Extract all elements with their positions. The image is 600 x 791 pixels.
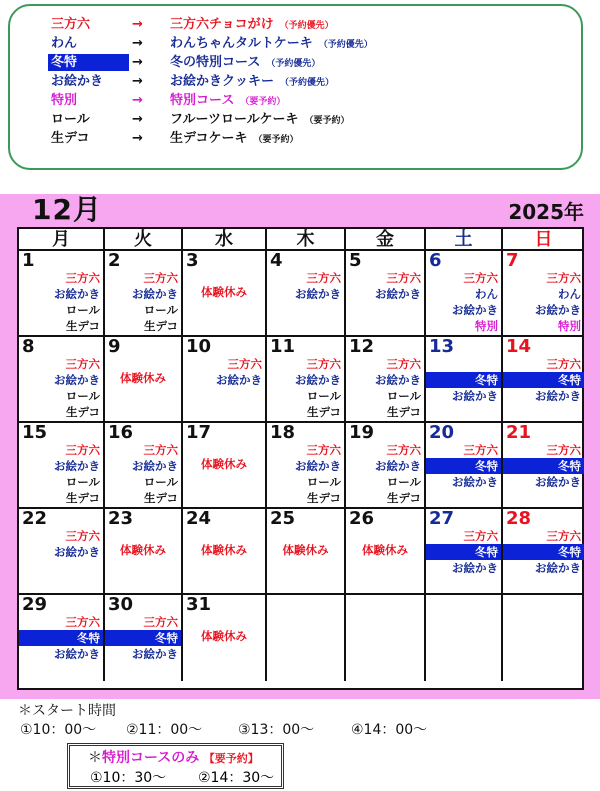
weekday-header: 土 <box>426 229 503 251</box>
event-label: ロール <box>143 475 178 489</box>
day-cell <box>426 509 503 595</box>
day-number: 5 <box>349 250 362 271</box>
event-label: 生デコ <box>306 491 341 505</box>
day-cell <box>267 337 346 423</box>
event-label: 三方六 <box>386 443 421 457</box>
day-cell <box>346 595 426 681</box>
day-number: 3 <box>186 250 199 271</box>
event-label: お絵かき <box>535 475 581 489</box>
event-label: 体験休み <box>201 629 247 643</box>
day-cell <box>105 423 183 509</box>
event-label: 三方六 <box>546 529 581 543</box>
event-label: ロール <box>306 475 341 489</box>
event-label: ロール <box>65 475 100 489</box>
special-course-times <box>67 743 284 789</box>
day-cell <box>105 337 183 423</box>
day-number: 22 <box>22 508 48 529</box>
event-label: お絵かき <box>295 459 341 473</box>
day-number: 10 <box>186 336 212 357</box>
legend-desc-text: フルーツロールケーキ <box>170 112 299 127</box>
day-number: 1 <box>22 250 35 271</box>
event-label: お絵かき <box>54 373 100 387</box>
event-label: 体験休み <box>120 371 166 385</box>
day-cell <box>426 595 503 681</box>
event-label: 冬特 <box>426 372 501 388</box>
day-number: 11 <box>270 336 296 357</box>
event-label: お絵かき <box>375 373 421 387</box>
day-cell <box>267 509 346 595</box>
day-cell <box>19 423 105 509</box>
arrow-icon: → <box>132 131 143 146</box>
event-label: 三方六 <box>463 529 498 543</box>
special-title: 特別コースのみ <box>102 750 200 766</box>
event-label: お絵かき <box>295 287 341 301</box>
day-cell <box>503 595 584 681</box>
event-label: 生デコ <box>143 491 178 505</box>
event-label: お絵かき <box>54 545 100 559</box>
day-number: 19 <box>349 422 375 443</box>
day-cell <box>503 337 584 423</box>
event-label: ロール <box>386 389 421 403</box>
start-time-2: ②11：00～ <box>126 722 203 738</box>
special-time-1: ①10：30～ <box>90 770 167 786</box>
event-label: 生デコ <box>65 405 100 419</box>
event-label: 三方六 <box>143 615 178 629</box>
weekday-header: 日 <box>503 229 584 251</box>
event-label: 三方六 <box>227 357 262 371</box>
event-label: 体験休み <box>120 543 166 557</box>
event-label: お絵かき <box>375 459 421 473</box>
legend-desc-text: わんちゃんタルトケーキ <box>170 36 313 51</box>
calendar-grid <box>17 227 584 690</box>
legend-desc-text: 特別コース <box>170 93 235 108</box>
event-label: 冬特 <box>503 372 584 388</box>
day-number: 2 <box>108 250 121 271</box>
day-number: 14 <box>506 336 532 357</box>
event-label: 三方六 <box>546 443 581 457</box>
day-number: 27 <box>429 508 455 529</box>
day-cell <box>426 337 503 423</box>
day-cell <box>503 251 584 337</box>
day-number: 26 <box>349 508 375 529</box>
legend-code: お絵かき <box>51 74 104 89</box>
event-label: お絵かき <box>535 303 581 317</box>
legend-note: （要予約） <box>240 97 286 107</box>
event-label: お絵かき <box>535 389 581 403</box>
legend-description <box>170 130 299 149</box>
day-number: 12 <box>349 336 375 357</box>
day-cell <box>19 251 105 337</box>
event-label: 特別 <box>475 319 498 333</box>
day-cell <box>503 509 584 595</box>
day-cell <box>346 509 426 595</box>
start-time-3: ③13：00～ <box>238 722 315 738</box>
event-label: ロール <box>306 389 341 403</box>
event-label: 体験休み <box>201 543 247 557</box>
special-note: 【要予約】 <box>203 752 259 765</box>
event-label: 冬特 <box>105 630 181 646</box>
day-number: 29 <box>22 594 48 615</box>
event-label: お絵かき <box>216 373 262 387</box>
day-cell <box>503 423 584 509</box>
day-cell <box>267 595 346 681</box>
event-label: 三方六 <box>386 271 421 285</box>
event-label: 冬特 <box>426 544 501 560</box>
legend-note: （予約優先） <box>279 21 334 31</box>
event-label: 生デコ <box>386 491 421 505</box>
special-time-2: ②14：30～ <box>198 770 275 786</box>
event-label: 三方六 <box>143 443 178 457</box>
event-label: ロール <box>65 303 100 317</box>
day-number: 20 <box>429 422 455 443</box>
event-label: 生デコ <box>386 405 421 419</box>
legend-code: わん <box>51 36 78 51</box>
day-number: 9 <box>108 336 121 357</box>
event-label: ロール <box>143 303 178 317</box>
event-label: ロール <box>386 475 421 489</box>
event-label: 冬特 <box>503 544 584 560</box>
day-cell <box>346 251 426 337</box>
event-label: わん <box>475 287 498 301</box>
event-label: お絵かき <box>54 647 100 661</box>
day-number: 4 <box>270 250 283 271</box>
day-number: 24 <box>186 508 212 529</box>
day-number: 15 <box>22 422 48 443</box>
month-title: 12月 <box>32 193 102 226</box>
event-label: わん <box>558 287 581 301</box>
event-label: 冬特 <box>503 458 584 474</box>
event-label: 三方六 <box>306 443 341 457</box>
day-number: 7 <box>506 250 519 271</box>
event-label: 三方六 <box>143 271 178 285</box>
event-label: お絵かき <box>132 647 178 661</box>
day-cell <box>346 337 426 423</box>
day-cell <box>183 251 267 337</box>
day-cell <box>183 423 267 509</box>
event-label: 三方六 <box>463 271 498 285</box>
legend-description <box>170 54 320 73</box>
event-label: お絵かき <box>132 287 178 301</box>
special-asterisk: ＊ <box>88 750 102 766</box>
day-number: 8 <box>22 336 35 357</box>
event-label: お絵かき <box>452 475 498 489</box>
day-cell <box>19 509 105 595</box>
event-label: お絵かき <box>452 561 498 575</box>
day-number: 13 <box>429 336 455 357</box>
day-number: 6 <box>429 250 442 271</box>
day-cell <box>426 423 503 509</box>
event-label: お絵かき <box>132 459 178 473</box>
legend-desc-text: 生デコケーキ <box>170 131 248 146</box>
day-number: 28 <box>506 508 532 529</box>
day-number: 25 <box>270 508 296 529</box>
day-cell <box>105 509 183 595</box>
legend-desc-text: 三方六チョコがけ <box>170 17 274 32</box>
event-label: お絵かき <box>54 459 100 473</box>
event-label: 生デコ <box>306 405 341 419</box>
day-cell <box>346 423 426 509</box>
event-label: 三方六 <box>463 443 498 457</box>
day-cell <box>19 595 105 681</box>
day-number: 17 <box>186 422 212 443</box>
event-label: お絵かき <box>452 389 498 403</box>
event-label: 三方六 <box>65 529 100 543</box>
legend-code: 三方六 <box>51 17 91 32</box>
legend-code: 冬特 <box>48 54 129 71</box>
event-label: 生デコ <box>65 319 100 333</box>
event-label: ロール <box>65 389 100 403</box>
event-label: お絵かき <box>54 287 100 301</box>
arrow-icon: → <box>132 74 143 89</box>
start-time-4: ④14：00～ <box>351 722 428 738</box>
start-time-1: ①10：00～ <box>20 722 97 738</box>
course-legend <box>8 4 583 170</box>
event-label: お絵かき <box>375 287 421 301</box>
legend-description <box>170 92 285 111</box>
weekday-header: 金 <box>346 229 426 251</box>
legend-note: （予約優先） <box>318 40 373 50</box>
day-number: 21 <box>506 422 532 443</box>
event-label: 三方六 <box>386 357 421 371</box>
legend-description <box>170 16 334 35</box>
legend-note: （予約優先） <box>266 59 321 69</box>
event-label: 三方六 <box>546 271 581 285</box>
legend-code: 生デコ <box>51 131 90 146</box>
legend-note: （要予約） <box>253 135 299 145</box>
day-cell <box>426 251 503 337</box>
day-number: 16 <box>108 422 134 443</box>
event-label: 冬特 <box>426 458 501 474</box>
weekday-header: 木 <box>267 229 346 251</box>
event-label: 三方六 <box>306 271 341 285</box>
legend-note: （予約優先） <box>280 78 335 88</box>
event-label: 特別 <box>558 319 581 333</box>
event-label: お絵かき <box>535 561 581 575</box>
legend-desc-text: お絵かきクッキー <box>170 74 275 89</box>
day-number: 23 <box>108 508 134 529</box>
arrow-icon: → <box>132 17 143 32</box>
legend-code: ロール <box>51 112 90 127</box>
start-times-title: ＊スタート時間 <box>18 703 116 719</box>
day-cell <box>267 423 346 509</box>
event-label: 冬特 <box>19 630 103 646</box>
day-number: 18 <box>270 422 296 443</box>
day-number: 31 <box>186 594 212 615</box>
event-label: 三方六 <box>65 271 100 285</box>
day-number: 30 <box>108 594 134 615</box>
calendar-panel <box>0 194 600 699</box>
legend-description <box>170 73 334 92</box>
day-cell <box>267 251 346 337</box>
day-cell <box>183 509 267 595</box>
legend-description <box>170 35 373 54</box>
event-label: 体験休み <box>201 285 247 299</box>
event-label: 体験休み <box>362 543 408 557</box>
event-label: 三方六 <box>546 357 581 371</box>
event-label: 三方六 <box>306 357 341 371</box>
event-label: お絵かき <box>295 373 341 387</box>
arrow-icon: → <box>132 112 143 127</box>
event-label: 体験休み <box>201 457 247 471</box>
day-cell <box>105 251 183 337</box>
legend-description <box>170 111 349 130</box>
day-cell <box>19 337 105 423</box>
arrow-icon: → <box>132 93 143 108</box>
weekday-header: 火 <box>105 229 183 251</box>
year-label: 2025年 <box>508 200 584 224</box>
arrow-icon: → <box>132 55 143 70</box>
weekday-header: 水 <box>183 229 267 251</box>
legend-desc-text: 冬の特別コース <box>170 55 261 70</box>
legend-note: （要予約） <box>304 116 350 126</box>
day-cell <box>105 595 183 681</box>
legend-code: 特別 <box>51 93 78 108</box>
event-label: 生デコ <box>143 319 178 333</box>
event-label: 三方六 <box>65 443 100 457</box>
day-cell <box>183 595 267 681</box>
event-label: お絵かき <box>452 303 498 317</box>
day-cell <box>183 337 267 423</box>
arrow-icon: → <box>132 36 143 51</box>
event-label: 生デコ <box>65 491 100 505</box>
weekday-header: 月 <box>19 229 105 251</box>
event-label: 体験休み <box>282 543 329 557</box>
event-label: 三方六 <box>65 357 100 371</box>
event-label: 三方六 <box>65 615 100 629</box>
